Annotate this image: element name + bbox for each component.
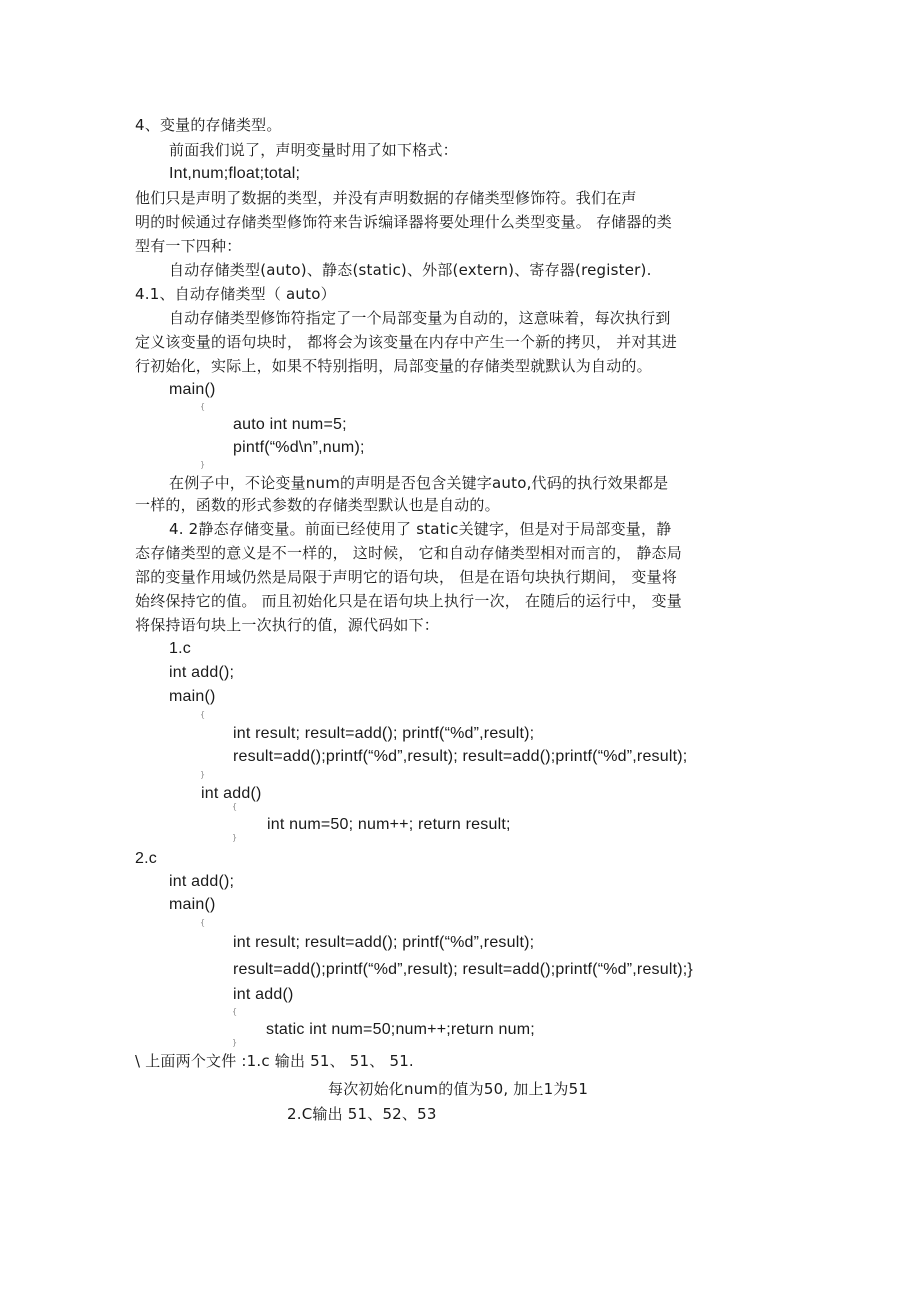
code-brace: { bbox=[200, 710, 206, 719]
code-brace: { bbox=[232, 1007, 238, 1016]
output-line: 2.C输出 51、52、53 bbox=[287, 1105, 437, 1123]
code-brace: { bbox=[200, 918, 206, 927]
paragraph-line: 明的时候通过存储类型修饰符来告诉编译器将要处理什么类型变量。 存储器的类 bbox=[135, 213, 672, 231]
paragraph-line: 自动存储类型修饰符指定了一个局部变量为自动的，这意味着，每次执行到 bbox=[169, 309, 671, 327]
code-line: result=add();printf(“%d”,result); result=add();printf(“%d”,result); bbox=[233, 748, 688, 765]
paragraph-line: 一样的，函数的形式参数的存储类型默认也是自动的。 bbox=[135, 496, 500, 514]
section-heading: 4、变量的存储类型。 bbox=[135, 116, 282, 134]
code-line: int num=50; num++; return result; bbox=[267, 816, 511, 833]
code-line: int add(); bbox=[169, 664, 235, 681]
file-label: 1.c bbox=[169, 640, 191, 657]
subsection-heading: 4.1、自动存储类型（ auto） bbox=[135, 285, 336, 303]
paragraph-line: 行初始化，实际上，如果不特别指明，局部变量的存储类型就默认为自动的。 bbox=[135, 357, 652, 375]
code-line: result=add();printf(“%d”,result); result=add();printf(“%d”,result);} bbox=[233, 961, 693, 978]
code-line: int add() bbox=[233, 986, 294, 1003]
paragraph-line: 始终保持它的值。 而且初始化只是在语句块上执行一次， 在随后的运行中， 变量 bbox=[135, 592, 682, 610]
code-line: int add() bbox=[201, 785, 262, 802]
code-line: auto int num=5; bbox=[233, 416, 347, 433]
code-line: int result; result=add(); printf(“%d”,result); bbox=[233, 725, 535, 742]
code-line: int result; result=add(); printf(“%d”,result); bbox=[233, 934, 535, 951]
code-line: pintf(“%d\n”,num); bbox=[233, 439, 365, 456]
code-brace: } bbox=[232, 833, 238, 842]
paragraph-line: 在例子中，不论变量num的声明是否包含关键字auto,代码的执行效果都是 bbox=[169, 474, 669, 492]
code-line: static int num=50;num++;return num; bbox=[266, 1021, 535, 1038]
code-line: main() bbox=[169, 896, 216, 913]
output-note: 每次初始化num的值为50, 加上1为51 bbox=[328, 1080, 589, 1098]
output-line: \ 上面两个文件 :1.c 输出 51、 51、 51. bbox=[135, 1052, 414, 1070]
code-line: int add(); bbox=[169, 873, 235, 890]
code-brace: { bbox=[200, 402, 206, 411]
code-brace: { bbox=[232, 802, 238, 811]
paragraph-line: 型有一下四种： bbox=[135, 237, 242, 255]
paragraph-line: 将保持语句块上一次执行的值，源代码如下： bbox=[135, 616, 440, 634]
paragraph-line: 部的变量作用域仍然是局限于声明它的语句块， 但是在语句块执行期间， 变量将 bbox=[135, 568, 677, 586]
file-label: 2.c bbox=[135, 850, 157, 867]
code-line: Int,num;float;total; bbox=[169, 165, 301, 182]
code-brace: } bbox=[200, 460, 206, 469]
code-line: main() bbox=[169, 381, 216, 398]
paragraph-line: 他们只是声明了数据的类型，并没有声明数据的存储类型修饰符。我们在声 bbox=[135, 189, 637, 207]
code-brace: } bbox=[232, 1038, 238, 1047]
code-line: main() bbox=[169, 688, 216, 705]
paragraph-line: 态存储类型的意义是不一样的， 这时候， 它和自动存储类型相对而言的， 静态局 bbox=[135, 544, 682, 562]
paragraph-line: 4. 2静态存储变量。前面已经使用了 static关键字，但是对于局部变量，静 bbox=[169, 520, 672, 538]
paragraph-line: 自动存储类型(auto)、静态(static)、外部(extern)、寄存器(register). bbox=[169, 261, 652, 279]
paragraph-line: 定义该变量的语句块时， 都将会为该变量在内存中产生一个新的拷贝， 并对其进 bbox=[135, 333, 677, 351]
paragraph-line: 前面我们说了，声明变量时用了如下格式： bbox=[169, 141, 458, 159]
code-brace: } bbox=[200, 770, 206, 779]
